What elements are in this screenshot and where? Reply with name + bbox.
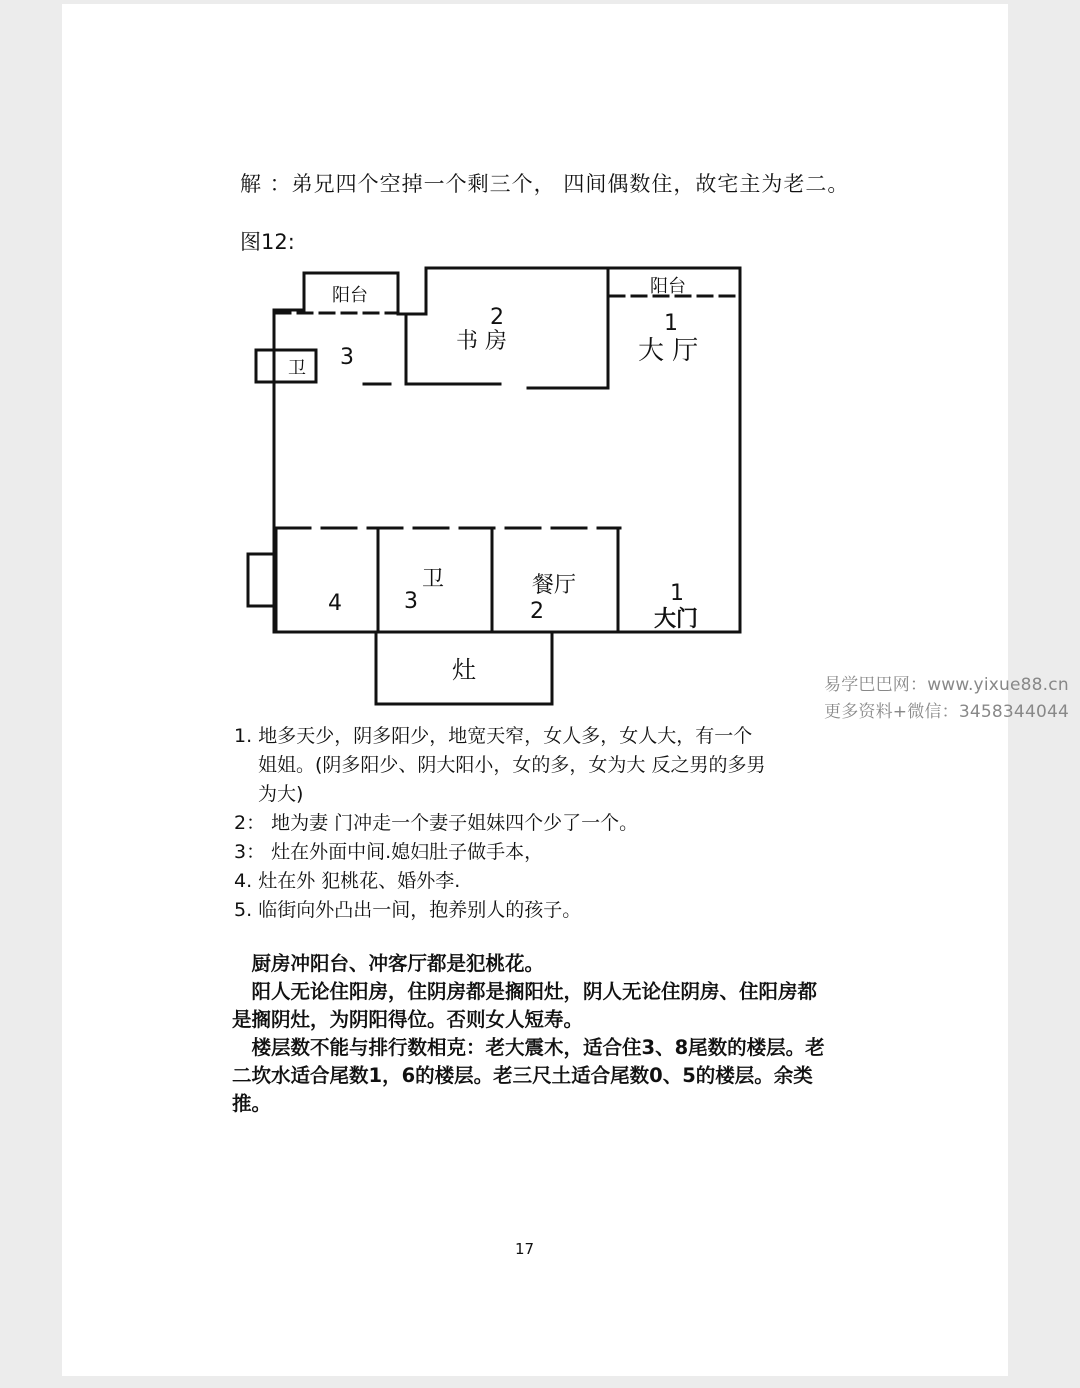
note-num: 5. [234, 899, 253, 921]
bold-paragraph-2: 阳人无论住阳房，住阴房都是搁阳灶，阴人无论住阴房、住阳房都是搁阴灶，为阴阳得位。否则女人短寿。 [232, 980, 818, 1031]
dining-label: 餐厅 [532, 573, 577, 598]
figure-label: 图12: [240, 230, 295, 254]
study-label: 书 房 [456, 329, 507, 354]
note-item-5 [234, 896, 834, 925]
note-item-4 [234, 867, 834, 896]
watermark-line-2: 更多资料+微信：3458344044 [824, 702, 1070, 722]
bold-paragraph-1: 厨房冲阳台、冲客厅都是犯桃花。 [232, 952, 545, 975]
bath-top-label: 卫 [288, 358, 306, 379]
dining-num: 2 [530, 599, 544, 624]
study-num: 2 [490, 305, 504, 330]
door-label: 大门 [654, 607, 699, 632]
notes-list [234, 722, 834, 925]
note-text: 临街向外凸出一间，抱养别人的孩子。 [258, 899, 582, 921]
watermark-line-1: 易学巴巴网：www.yixue88.cn [824, 675, 1069, 695]
note-cont: 姐姐。(阴多阳少、阴大阳小，女的多，女为大 反之男的多男 [258, 754, 766, 776]
note-num: 1. [234, 725, 253, 747]
bath-top-num: 3 [340, 345, 354, 370]
bath-bottom-label: 卫 [422, 567, 445, 592]
note-item-2 [234, 809, 834, 838]
note-text: 灶在外 犯桃花、婚外李. [258, 870, 461, 892]
balcony-right-label: 阳台 [650, 276, 686, 297]
note-num: 4. [234, 870, 253, 892]
note-cont: 为大) [258, 783, 304, 805]
bathroom-top-box [256, 350, 316, 382]
note-num: 2： [234, 812, 266, 834]
protrusion-box [248, 554, 276, 606]
hall-label: 大 厅 [638, 336, 699, 366]
intro-text: 解 ：弟兄四个空掉一个剩三个， 四间偶数住，故宅主为老二。 [240, 172, 850, 196]
stove-label: 灶 [452, 656, 476, 684]
note-text: 地多天少，阴多阳少，地宽天窄，女人多，女人大，有一个 [258, 725, 753, 747]
floor-plan-diagram [240, 262, 760, 712]
hall-num: 1 [664, 311, 678, 336]
note-item-1 [234, 722, 834, 809]
bold-paragraphs [232, 950, 832, 1118]
bold-paragraph-3: 楼层数不能与排行数相克：老大震木，适合住3、8尾数的楼层。老二坎水适合尾数1，6的楼层。老三尺土适合尾数0、5的楼层。余类推。 [232, 1036, 825, 1115]
bath-bottom-num: 3 [404, 589, 418, 614]
note-num: 3： [234, 841, 266, 863]
note-text: 灶在外面中间.媳妇肚子做手本， [271, 841, 544, 863]
room-four: 4 [328, 591, 342, 616]
page-number: 17 [515, 1240, 535, 1258]
note-item-3 [234, 838, 834, 867]
note-text: 地为妻 门冲走一个妻子姐妹四个少了一个。 [271, 812, 639, 834]
door-num: 1 [670, 581, 684, 606]
balcony-left-label: 阳台 [332, 285, 368, 306]
